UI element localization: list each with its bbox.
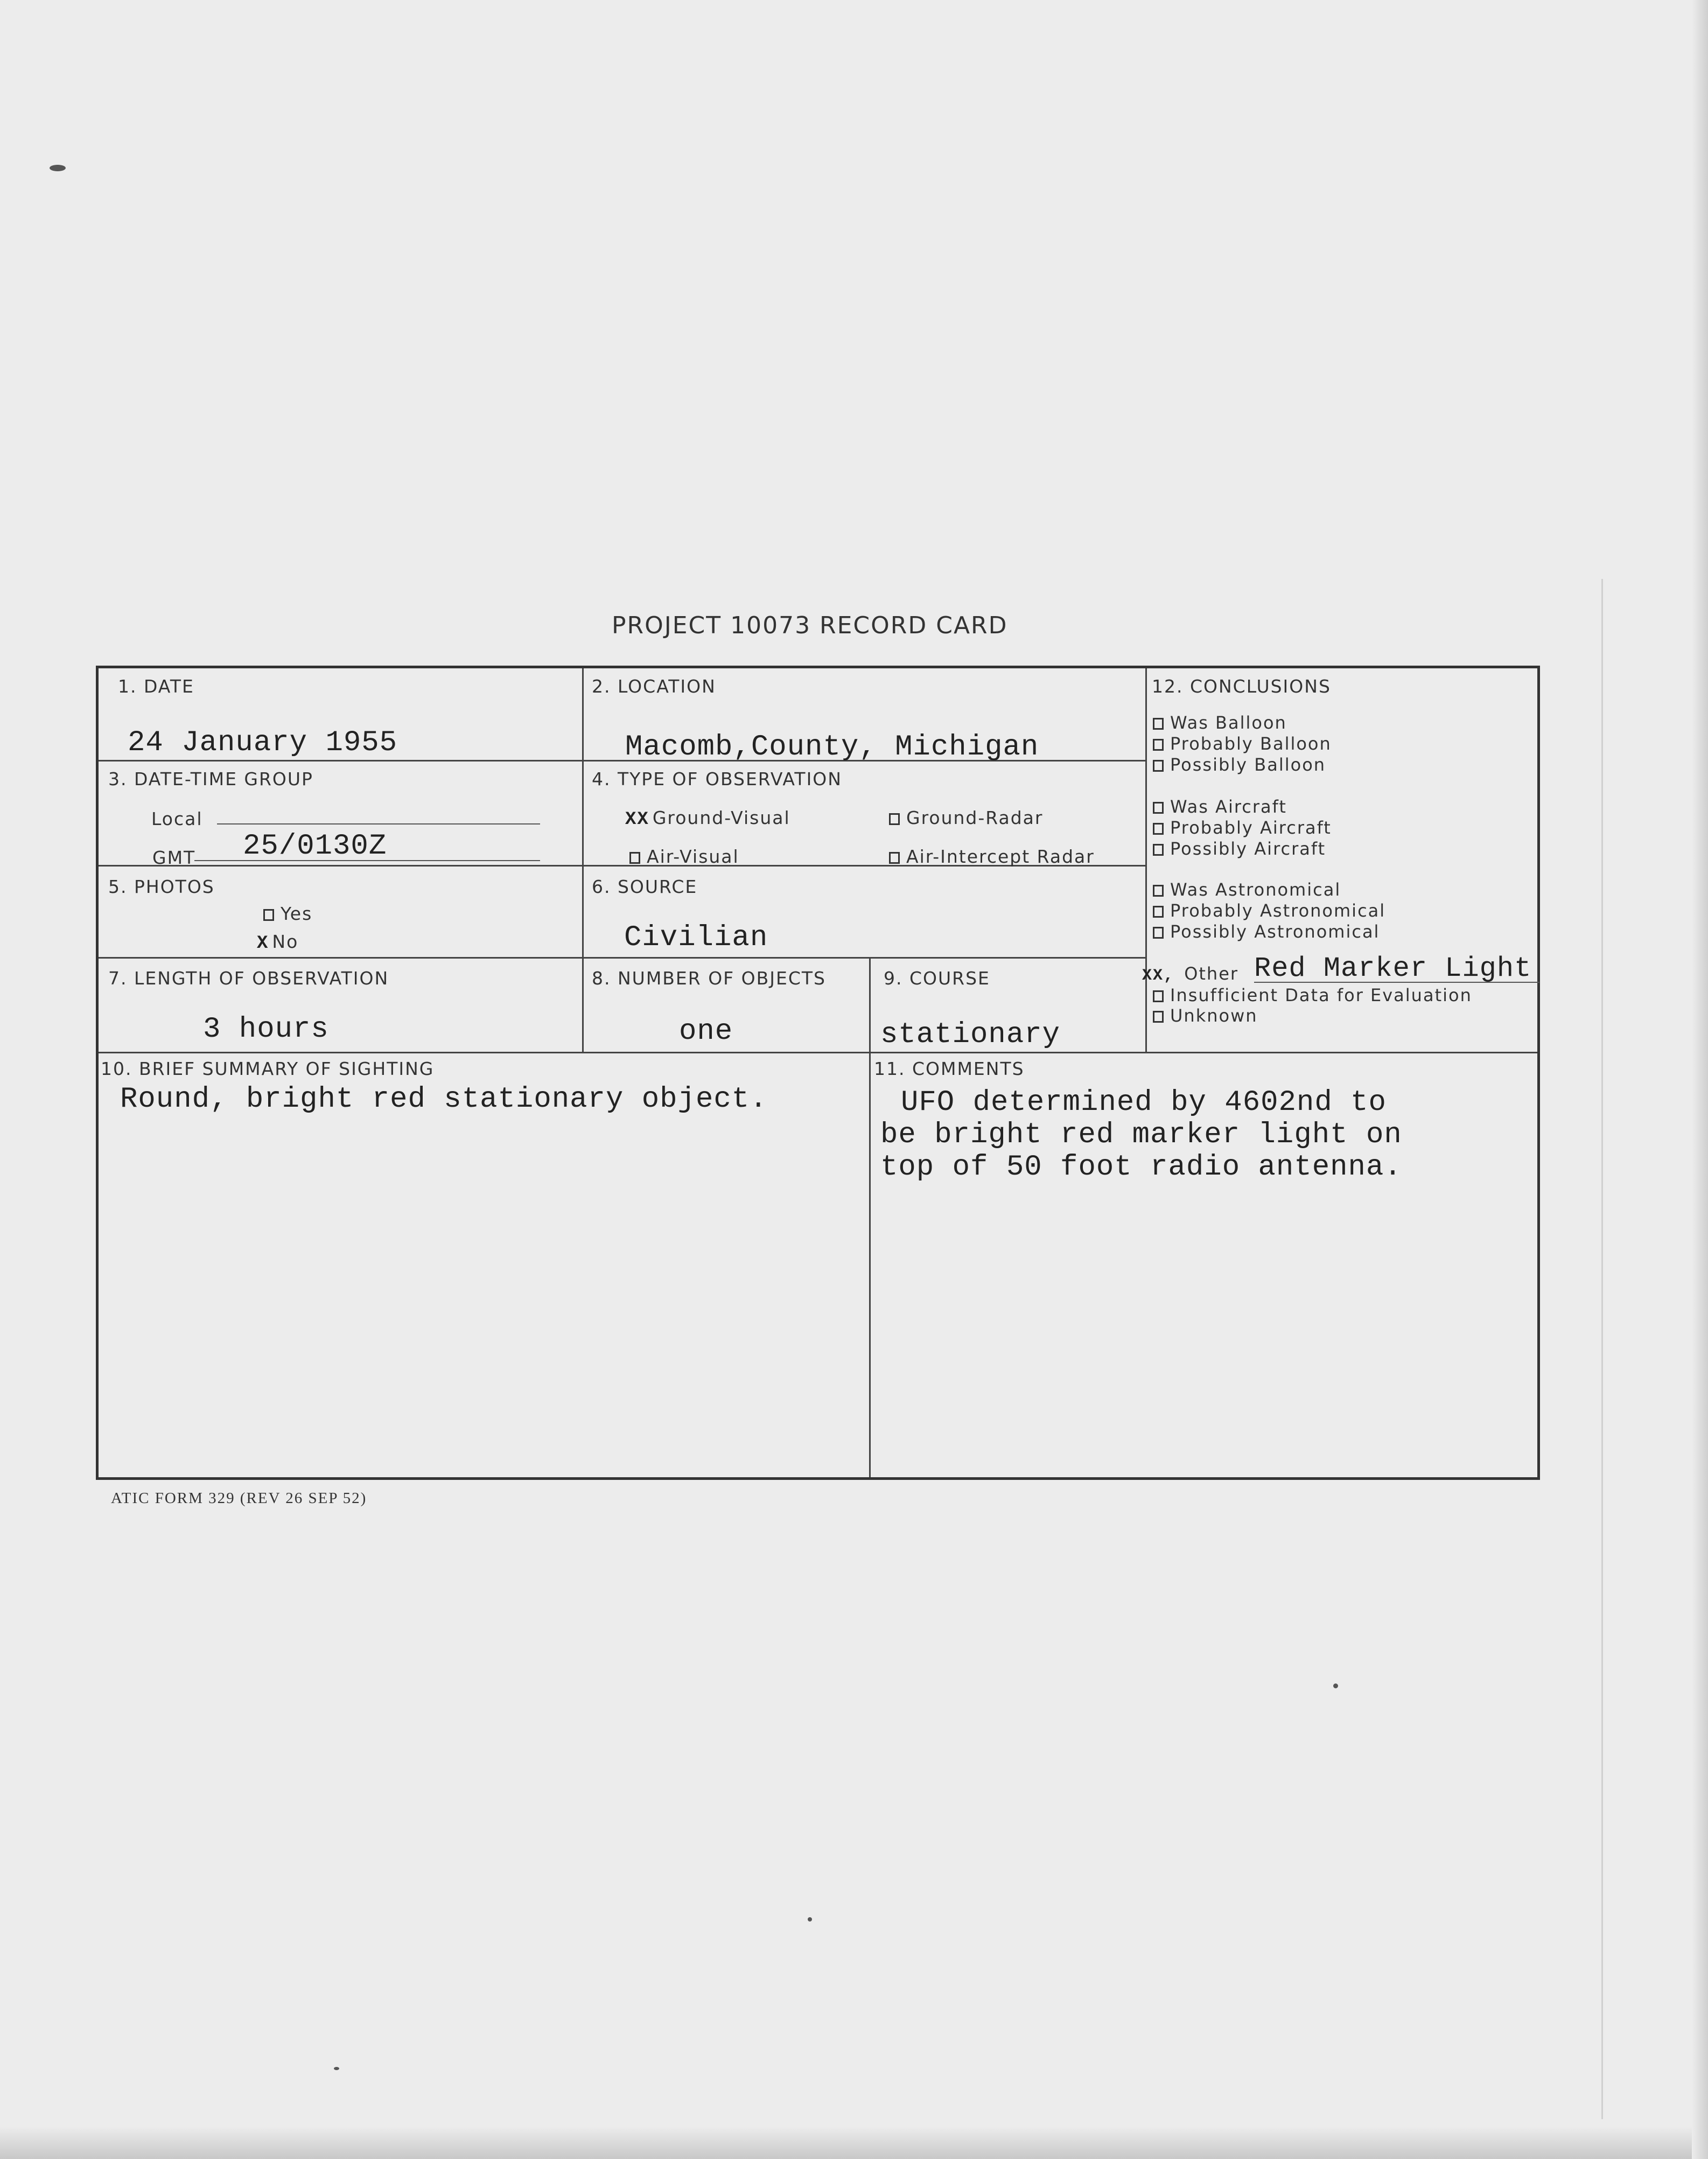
comments-label: 11. COMMENTS: [874, 1058, 1025, 1079]
summary-text: Round, bright red stationary object.: [120, 1083, 768, 1116]
conclusion-possibly-balloon: Possibly Balloon: [1153, 754, 1326, 775]
photos-yes-option: [263, 903, 312, 924]
conclusions-label: 12. CONCLUSIONS: [1152, 676, 1331, 697]
conclusion-checkbox: [1153, 718, 1164, 730]
photos-label: 5. PHOTOS: [108, 876, 215, 897]
conclusion-other: [1142, 963, 1238, 985]
conclusion-other-value: Red Marker Light: [1254, 953, 1532, 984]
ground-visual-mark: XX: [625, 809, 649, 830]
conclusion-checkbox: [1153, 802, 1164, 814]
air-intercept-radar-checkbox: [889, 852, 900, 864]
local-underline: [217, 823, 540, 825]
air-intercept-radar-text: Air-Intercept Radar: [906, 846, 1095, 867]
air-intercept-radar-option: [889, 846, 1095, 867]
conclusion-insufficient-data: Insufficient Data for Evaluation: [1153, 985, 1472, 1005]
conclusion-checkbox: [1153, 760, 1164, 772]
ground-visual-option: [625, 807, 790, 830]
length-of-observation-value: 3 hours: [203, 1013, 329, 1046]
conclusion-probably-aircraft: Probably Aircraft: [1153, 818, 1332, 838]
conclusion-possibly-aircraft: Possibly Aircraft: [1153, 839, 1326, 859]
local-label: Local: [151, 808, 203, 829]
photos-yes-text: Yes: [281, 903, 313, 924]
photos-no-text: No: [272, 931, 299, 952]
other-underline: [1254, 982, 1539, 983]
comments-line: be bright red marker light on: [880, 1119, 1402, 1151]
conclusion-probably-astronomical: Probably Astronomical: [1153, 900, 1385, 921]
number-of-objects-label: 8. NUMBER OF OBJECTS: [592, 968, 826, 989]
card-title: PROJECT 10073 RECORD CARD: [612, 612, 1008, 639]
film-edge-bottom: [0, 2127, 1708, 2159]
dust-speck: [1333, 1683, 1338, 1688]
dust-speck: [50, 165, 66, 171]
conclusion-checkbox: [1153, 1011, 1164, 1023]
photos-yes-checkbox: [263, 909, 274, 921]
form-id: ATIC FORM 329 (REV 26 SEP 52): [111, 1490, 367, 1507]
ground-visual-text: Ground-Visual: [652, 807, 790, 828]
conclusion-checkbox: [1153, 823, 1164, 835]
date-time-group-label: 3. DATE-TIME GROUP: [108, 768, 313, 789]
film-edge-right: [1692, 0, 1708, 2159]
air-visual-text: Air-Visual: [647, 846, 739, 867]
gmt-value: 25/0130Z: [243, 830, 387, 863]
conclusion-unknown: Unknown: [1153, 1005, 1258, 1026]
conclusion-checkbox: [1153, 739, 1164, 751]
photos-no-mark: X: [257, 933, 269, 954]
paper-edge: [1601, 579, 1603, 2119]
location-value: Macomb,County, Michigan: [625, 731, 1039, 764]
summary-label: 10. BRIEF SUMMARY OF SIGHTING: [101, 1058, 435, 1079]
conclusion-possibly-astronomical: Possibly Astronomical: [1153, 921, 1380, 942]
date-label: 1. DATE: [118, 676, 194, 697]
type-of-observation-label: 4. TYPE OF OBSERVATION: [592, 768, 842, 789]
length-of-observation-label: 7. LENGTH OF OBSERVATION: [108, 968, 389, 989]
photos-no-option: [257, 931, 298, 954]
conclusion-other-mark: XX,: [1142, 967, 1175, 985]
comments-line: top of 50 foot radio antenna.: [880, 1151, 1402, 1184]
gmt-label: GMT: [152, 847, 196, 868]
dust-speck: [334, 2067, 339, 2070]
number-of-objects-value: one: [679, 1015, 733, 1048]
conclusion-probably-balloon: Probably Balloon: [1153, 733, 1332, 754]
conclusion-was-aircraft: Was Aircraft: [1153, 796, 1287, 817]
ground-radar-option: [889, 807, 1043, 828]
source-label: 6. SOURCE: [592, 876, 698, 897]
conclusion-was-astronomical: Was Astronomical: [1153, 879, 1341, 900]
source-value: Civilian: [624, 921, 768, 954]
conclusion-checkbox: [1153, 885, 1164, 897]
date-value: 24 January 1955: [128, 726, 398, 759]
location-label: 2. LOCATION: [592, 676, 716, 697]
conclusion-checkbox: [1153, 906, 1164, 918]
air-visual-option: [629, 846, 739, 867]
conclusion-checkbox: [1153, 990, 1164, 1002]
course-label: 9. COURSE: [884, 968, 990, 989]
dust-speck: [808, 1917, 812, 1922]
conclusion-other-label: Other: [1184, 963, 1239, 984]
conclusion-was-balloon: Was Balloon: [1153, 712, 1287, 733]
conclusion-checkbox: [1153, 927, 1164, 939]
ground-radar-text: Ground-Radar: [906, 807, 1044, 828]
conclusion-checkbox: [1153, 844, 1164, 856]
comments-line: UFO determined by 4602nd to: [901, 1086, 1387, 1119]
course-value: stationary: [880, 1018, 1061, 1051]
ground-radar-checkbox: [889, 813, 900, 825]
air-visual-checkbox: [629, 852, 640, 864]
record-card: [96, 666, 1540, 1480]
